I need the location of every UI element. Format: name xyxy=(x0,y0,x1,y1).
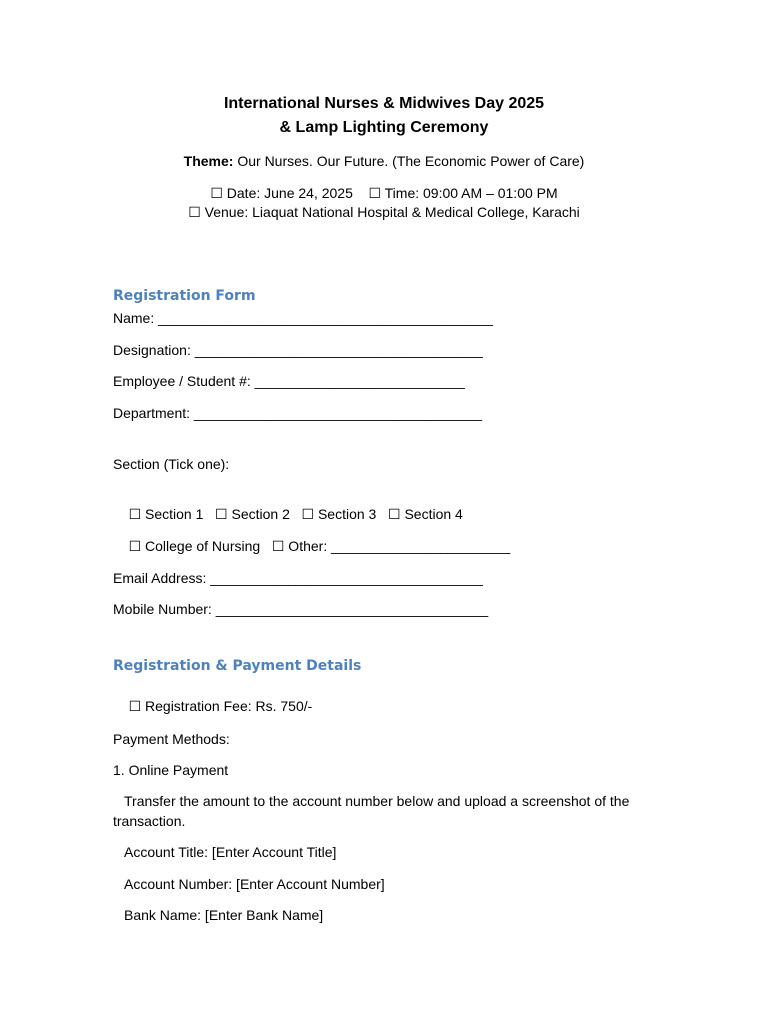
theme-text: Our Nurses. Our Future. (The Economic Power of Care) xyxy=(233,153,585,169)
registration-fee-line xyxy=(113,678,312,735)
online-payment-label: 1. Online Payment xyxy=(113,762,229,778)
designation-field[interactable]: Designation: _____________________________________ xyxy=(113,342,483,358)
department-field[interactable]: Department: _____________________________________ xyxy=(113,405,483,421)
section-2-checkbox[interactable]: ☐ Section 2 xyxy=(215,506,290,522)
registration-fee-text: Registration Fee: Rs. 750/- xyxy=(141,698,313,714)
payment-details-heading: Registration & Payment Details xyxy=(113,658,362,674)
account-title-line: Account Title: [Enter Account Title] xyxy=(124,844,337,860)
theme-label: Theme: xyxy=(183,153,234,169)
money-icon: ☐ xyxy=(128,698,142,714)
section-prompt: Section (Tick one): xyxy=(113,456,230,472)
email-field[interactable]: Email Address: ___________________________________ xyxy=(113,570,483,586)
venue-line xyxy=(0,203,768,222)
event-title-line1: International Nurses & Midwives Day 2025 xyxy=(223,95,545,112)
payment-methods-label: Payment Methods: xyxy=(113,731,230,747)
location-icon: ☐ xyxy=(188,204,201,220)
name-field[interactable]: Name: ___________________________________________ xyxy=(113,310,493,326)
mobile-field[interactable]: Mobile Number: ___________________________________ xyxy=(113,601,489,617)
section-1-checkbox[interactable]: ☐ Section 1 xyxy=(128,506,204,522)
clock-icon: ☐ xyxy=(368,185,382,201)
date-time-line xyxy=(0,184,768,203)
section-3-checkbox[interactable]: ☐ Section 3 xyxy=(301,506,377,522)
bank-name-line: Bank Name: [Enter Bank Name] xyxy=(124,907,324,923)
college-other-row xyxy=(113,518,510,575)
date-text: Date: June 24, 2025 xyxy=(222,185,353,201)
time-text: Time: 09:00 AM – 01:00 PM xyxy=(381,185,558,201)
event-title-line2: & Lamp Lighting Ceremony xyxy=(279,119,489,136)
online-payment-instruction xyxy=(113,791,643,831)
account-number-line: Account Number: [Enter Account Number] xyxy=(124,876,385,892)
college-of-nursing-checkbox[interactable]: ☐ College of Nursing xyxy=(128,538,261,554)
instruction-text: Transfer the amount to the account number below and upload a screenshot of the transaction. xyxy=(113,793,630,829)
venue-text: Venue: Liaquat National Hospital & Medical College, Karachi xyxy=(200,204,580,220)
registration-form-heading: Registration Form xyxy=(113,288,256,304)
section-4-checkbox[interactable]: ☐ Section 4 xyxy=(388,506,463,522)
employee-student-field[interactable]: Employee / Student #: ___________________________ xyxy=(113,373,465,389)
other-checkbox[interactable]: ☐ Other: _______________________ xyxy=(271,538,511,554)
theme-line xyxy=(0,152,768,171)
calendar-icon: ☐ xyxy=(210,185,223,201)
